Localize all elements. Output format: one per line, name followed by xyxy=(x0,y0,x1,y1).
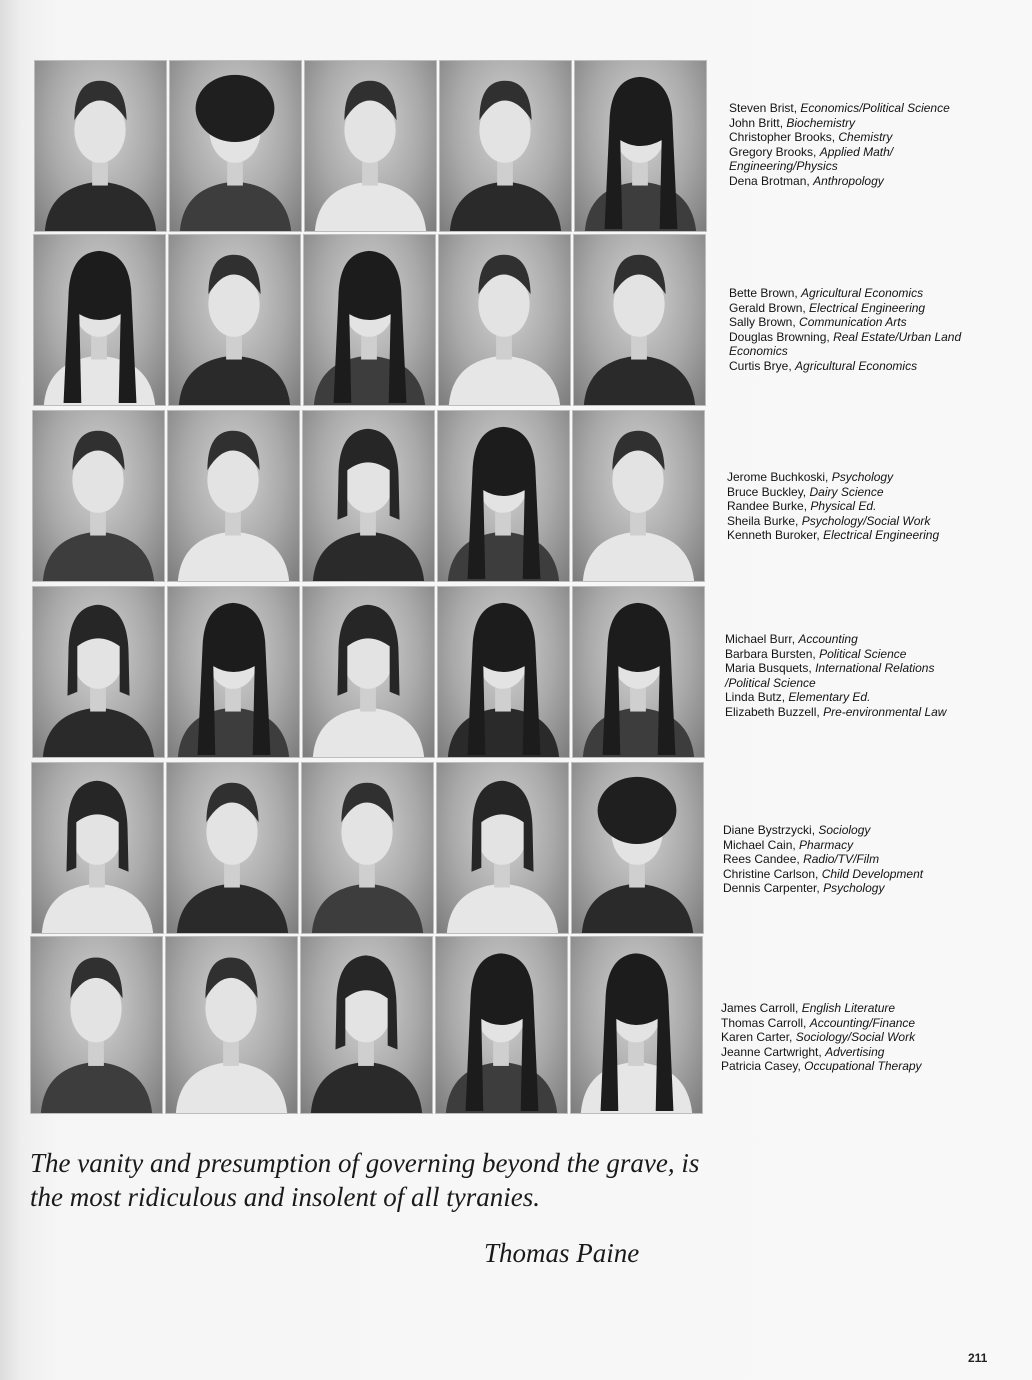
portrait-silhouette xyxy=(439,235,570,405)
student-major: Psychology/Social Work xyxy=(801,513,931,528)
portrait-silhouette xyxy=(168,411,299,581)
student-entry xyxy=(725,632,980,647)
name-caption xyxy=(729,101,984,189)
student-entry xyxy=(727,470,982,485)
student-entry xyxy=(721,1001,976,1016)
student-name: Jeanne Cartwright, xyxy=(721,1044,822,1059)
portrait-silhouette xyxy=(437,763,568,933)
student-entry xyxy=(727,528,982,543)
portrait-silhouette xyxy=(32,763,163,933)
student-entry xyxy=(725,661,980,690)
portrait-silhouette xyxy=(572,763,703,933)
student-name: Curtis Brye, xyxy=(729,358,792,373)
student-portrait xyxy=(166,762,299,934)
student-portrait xyxy=(167,586,300,758)
page-number: 211 xyxy=(968,1351,988,1365)
student-name: Thomas Carroll, xyxy=(721,1015,807,1030)
student-portrait xyxy=(439,60,572,232)
student-portrait xyxy=(437,586,570,758)
student-name: Christopher Brooks, xyxy=(729,130,836,145)
portrait-silhouette xyxy=(571,937,702,1113)
student-major: Advertising xyxy=(825,1044,885,1059)
student-entry xyxy=(727,499,982,514)
student-major: Pharmacy xyxy=(799,837,854,852)
portrait-silhouette xyxy=(34,235,165,405)
student-entry xyxy=(721,1045,976,1060)
portrait-silhouette xyxy=(167,763,298,933)
name-caption xyxy=(725,632,980,720)
student-portrait xyxy=(300,936,433,1114)
quote-line: The vanity and presumption of governing beyond the grave, is xyxy=(30,1148,700,1178)
student-major: Psychology xyxy=(823,881,885,896)
student-major: Elementary Ed. xyxy=(788,690,871,705)
student-name: Elizabeth Buzzell, xyxy=(725,704,820,719)
portrait-silhouette xyxy=(438,587,569,757)
student-major: Political Science xyxy=(819,646,907,661)
portrait-silhouette xyxy=(573,411,704,581)
portrait-silhouette xyxy=(575,61,706,231)
student-entry xyxy=(723,838,978,853)
student-entry xyxy=(721,1030,976,1045)
student-name: Sheila Burke, xyxy=(727,513,799,528)
student-entry xyxy=(725,647,980,662)
portrait-silhouette xyxy=(303,587,434,757)
student-portrait xyxy=(573,234,706,406)
student-portrait xyxy=(304,60,437,232)
student-entry xyxy=(723,852,978,867)
student-entry xyxy=(729,301,984,316)
student-entry xyxy=(723,881,978,896)
student-entry xyxy=(729,359,984,374)
student-entry xyxy=(727,514,982,529)
student-portrait xyxy=(574,60,707,232)
portrait-silhouette xyxy=(301,937,432,1113)
student-name: Dena Brotman, xyxy=(729,173,810,188)
portrait-silhouette xyxy=(304,235,435,405)
student-major: Applied Math/ Engineering/Physics xyxy=(729,144,894,174)
student-major: Biochemistry xyxy=(786,115,856,130)
student-name: Gerald Brown, xyxy=(729,300,806,315)
student-entry xyxy=(727,485,982,500)
portrait-silhouette xyxy=(169,235,300,405)
student-portrait xyxy=(301,762,434,934)
student-entry xyxy=(729,145,984,174)
student-name: Michael Burr, xyxy=(725,632,796,646)
portrait-silhouette xyxy=(31,937,162,1113)
student-major: Sociology xyxy=(818,823,871,837)
student-entry xyxy=(723,823,978,838)
student-portrait xyxy=(169,60,302,232)
student-entry xyxy=(729,286,984,301)
student-name: Bette Brown, xyxy=(729,286,798,300)
portrait-silhouette xyxy=(166,937,297,1113)
student-major: Communication Arts xyxy=(799,315,907,330)
student-portrait xyxy=(32,586,165,758)
portrait-silhouette xyxy=(438,411,569,581)
student-major: Accounting xyxy=(798,632,858,646)
student-portrait xyxy=(168,234,301,406)
student-portrait xyxy=(167,410,300,582)
student-entry xyxy=(721,1059,976,1074)
student-name: Bruce Buckley, xyxy=(727,484,807,499)
student-major: Radio/TV/Film xyxy=(803,852,880,867)
student-major: Agricultural Economics xyxy=(795,358,918,373)
student-portrait xyxy=(302,586,435,758)
student-entry xyxy=(725,705,980,720)
student-name: Randee Burke, xyxy=(727,499,808,514)
student-portrait xyxy=(33,234,166,406)
student-major: Chemistry xyxy=(838,130,893,145)
student-name: Jerome Buchkoski, xyxy=(727,470,829,484)
student-name: Dennis Carpenter, xyxy=(723,881,820,896)
student-major: Agricultural Economics xyxy=(801,286,924,300)
portrait-silhouette xyxy=(573,587,704,757)
student-portrait xyxy=(30,936,163,1114)
student-entry xyxy=(729,174,984,189)
student-major: Real Estate/Urban Land Economics xyxy=(729,329,962,359)
portrait-silhouette xyxy=(305,61,436,231)
student-name: Gregory Brooks, xyxy=(729,144,817,159)
student-portrait xyxy=(570,936,703,1114)
quote-line: the most ridiculous and insolent of all tyranies. xyxy=(30,1182,540,1212)
student-major: Sociology/Social Work xyxy=(795,1030,916,1045)
quote-author: Thomas Paine xyxy=(484,1238,640,1268)
student-entry xyxy=(729,130,984,145)
student-major: Physical Ed. xyxy=(810,499,877,514)
student-name: Christine Carlson, xyxy=(723,866,819,881)
student-name: Steven Brist, xyxy=(729,101,798,115)
student-name: Rees Candee, xyxy=(723,852,800,867)
name-caption xyxy=(727,470,982,543)
student-portrait xyxy=(572,586,705,758)
student-entry xyxy=(725,690,980,705)
student-major: Anthropology xyxy=(813,173,884,188)
student-major: International Relations /Political Science xyxy=(725,661,935,690)
student-portrait xyxy=(435,936,568,1114)
student-name: Maria Busquets, xyxy=(725,661,812,676)
student-portrait xyxy=(302,410,435,582)
student-name: Linda Butz, xyxy=(725,690,786,705)
portrait-silhouette xyxy=(440,61,571,231)
student-name: Karen Carter, xyxy=(721,1030,793,1045)
student-name: Michael Cain, xyxy=(723,837,796,852)
student-major: Economics/Political Science xyxy=(800,101,950,115)
portrait-silhouette xyxy=(35,61,166,231)
student-portrait xyxy=(34,60,167,232)
student-major: English Literature xyxy=(801,1001,896,1015)
student-name: Douglas Browning, xyxy=(729,329,830,344)
student-portrait xyxy=(438,234,571,406)
student-major: Electrical Engineering xyxy=(823,528,940,543)
name-caption xyxy=(721,1001,976,1074)
portrait-silhouette xyxy=(33,587,164,757)
student-major: Dairy Science xyxy=(809,484,884,499)
student-portrait xyxy=(571,762,704,934)
portrait-silhouette xyxy=(33,411,164,581)
student-portrait xyxy=(572,410,705,582)
student-portrait xyxy=(32,410,165,582)
portrait-silhouette xyxy=(436,937,567,1113)
student-name: Patricia Casey, xyxy=(721,1059,801,1074)
student-name: Sally Brown, xyxy=(729,315,796,330)
student-entry xyxy=(729,315,984,330)
student-major: Electrical Engineering xyxy=(809,300,926,315)
student-name: John Britt, xyxy=(729,115,784,130)
portrait-silhouette xyxy=(303,411,434,581)
portrait-silhouette xyxy=(302,763,433,933)
student-entry xyxy=(723,867,978,882)
student-major: Psychology xyxy=(831,470,894,484)
student-portrait xyxy=(165,936,298,1114)
quote xyxy=(30,1146,730,1214)
portrait-silhouette xyxy=(574,235,705,405)
portrait-silhouette xyxy=(168,587,299,757)
student-portrait xyxy=(437,410,570,582)
student-major: Occupational Therapy xyxy=(804,1059,922,1074)
name-caption xyxy=(729,286,984,374)
student-major: Child Development xyxy=(821,866,924,881)
student-entry xyxy=(721,1016,976,1031)
student-name: Diane Bystrzycki, xyxy=(723,823,816,837)
student-name: Kenneth Buroker, xyxy=(727,528,820,543)
portrait-silhouette xyxy=(170,61,301,231)
name-caption xyxy=(723,823,978,896)
student-portrait xyxy=(436,762,569,934)
student-name: Barbara Bursten, xyxy=(725,646,816,661)
student-portrait xyxy=(303,234,436,406)
student-entry xyxy=(729,116,984,131)
student-name: James Carroll, xyxy=(721,1001,799,1015)
student-portrait xyxy=(31,762,164,934)
student-major: Accounting/Finance xyxy=(809,1015,916,1030)
student-entry xyxy=(729,330,984,359)
student-entry xyxy=(729,101,984,116)
student-major: Pre-environmental Law xyxy=(823,704,947,719)
